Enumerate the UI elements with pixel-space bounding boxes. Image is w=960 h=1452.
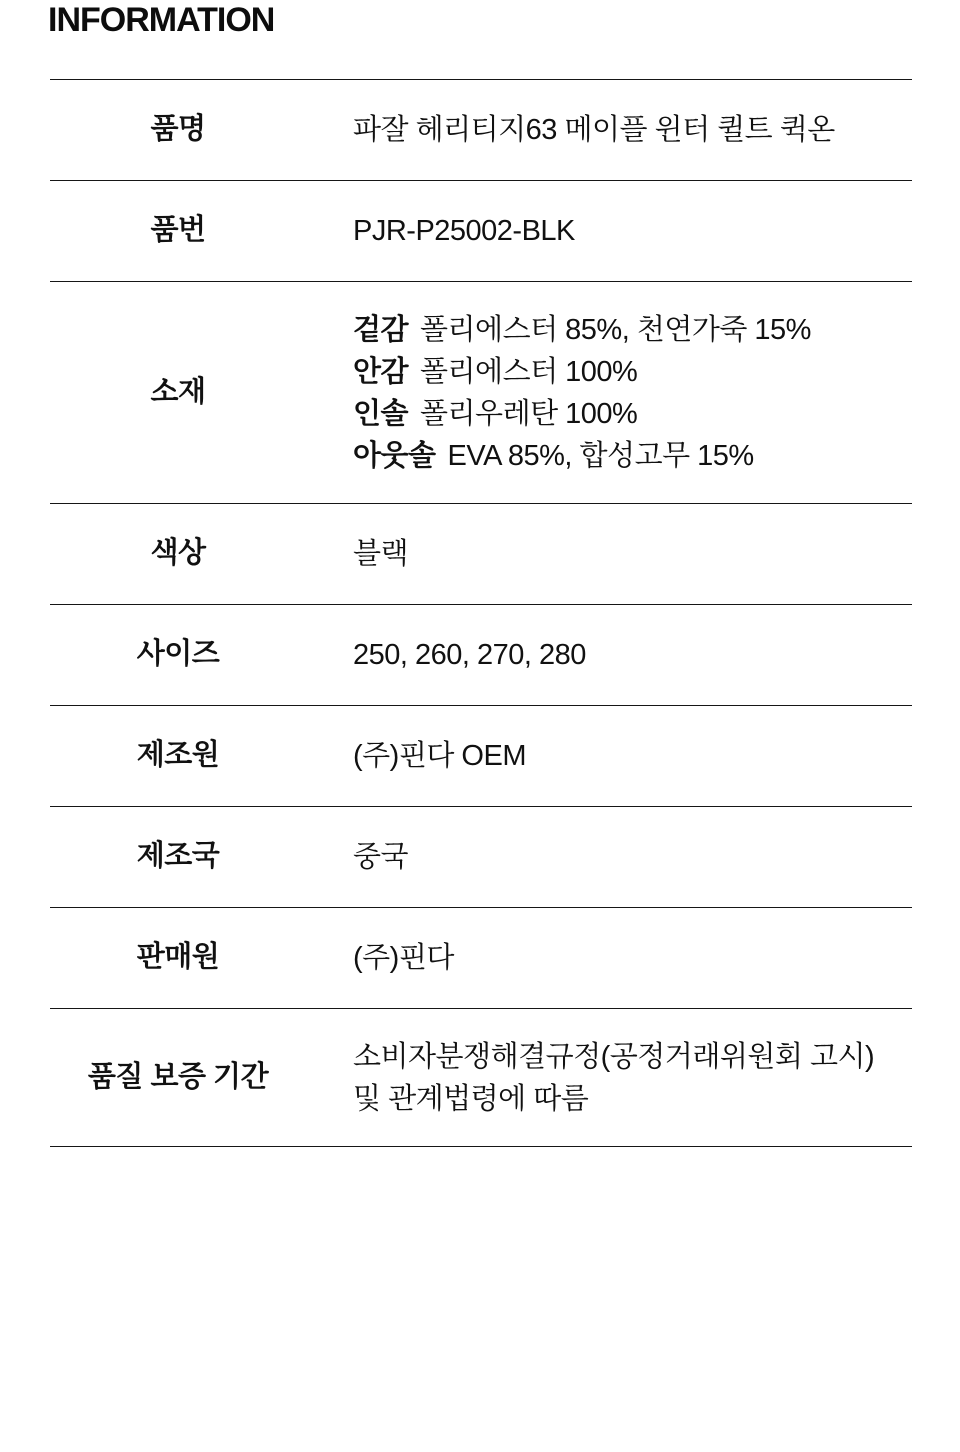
row-label-warranty-period: 품질 보증 기간	[87, 1060, 269, 1093]
row-value-product-number: PJR-P25002-BLK	[353, 214, 575, 247]
material-composition-outer: 폴리에스터 85%, 천연가죽 15%	[420, 313, 811, 346]
row-label-country-of-origin: 제조국	[136, 840, 220, 873]
row-value-product-name: 파잘 헤리티지63 메이플 윈터 퀼트 퀵온	[353, 113, 835, 146]
row-label-material: 소재	[150, 375, 206, 408]
row-value-seller: (주)핀다	[353, 941, 454, 974]
material-line-outsole	[353, 435, 904, 477]
material-composition-outsole: EVA 85%, 합성고무 15%	[447, 439, 754, 472]
table-row-product-number	[50, 180, 912, 281]
material-part-outer: 겉감	[353, 313, 409, 346]
table-row-size	[50, 604, 912, 705]
row-value-manufacturer: (주)핀다 OEM	[353, 739, 526, 772]
material-line-lining	[353, 351, 904, 393]
row-value-country-of-origin: 중국	[353, 840, 409, 873]
row-value-color: 블랙	[353, 537, 409, 570]
row-label-seller: 판매원	[136, 941, 220, 974]
table-row-country-of-origin	[50, 806, 912, 907]
row-label-size: 사이즈	[136, 638, 220, 671]
row-label-color: 색상	[150, 537, 206, 570]
table-row-manufacturer	[50, 705, 912, 806]
material-part-insole: 인솔	[353, 397, 409, 430]
material-line-outer	[353, 309, 904, 351]
table-row-material	[50, 281, 912, 503]
material-part-outsole: 아웃솔	[353, 439, 436, 472]
material-composition-lining: 폴리에스터 100%	[420, 355, 638, 388]
product-info-table	[50, 79, 912, 1147]
row-label-manufacturer: 제조원	[136, 739, 220, 772]
table-row-color	[50, 503, 912, 604]
material-composition-insole: 폴리우레탄 100%	[420, 397, 638, 430]
row-value-size: 250, 260, 270, 280	[353, 638, 586, 671]
table-row-seller	[50, 907, 912, 1008]
row-value-material	[306, 283, 912, 503]
table-row-product-name	[50, 79, 912, 180]
page-title: INFORMATION	[48, 1, 275, 39]
table-row-warranty-period	[50, 1008, 912, 1147]
material-part-lining: 안감	[353, 355, 409, 388]
row-label-product-number: 품번	[150, 214, 206, 247]
row-label-product-name: 품명	[150, 113, 206, 146]
row-value-warranty-period: 소비자분쟁해결규정(공정거래위원회 고시) 및 관계법령에 따름	[353, 1040, 875, 1115]
material-line-insole	[353, 393, 904, 435]
